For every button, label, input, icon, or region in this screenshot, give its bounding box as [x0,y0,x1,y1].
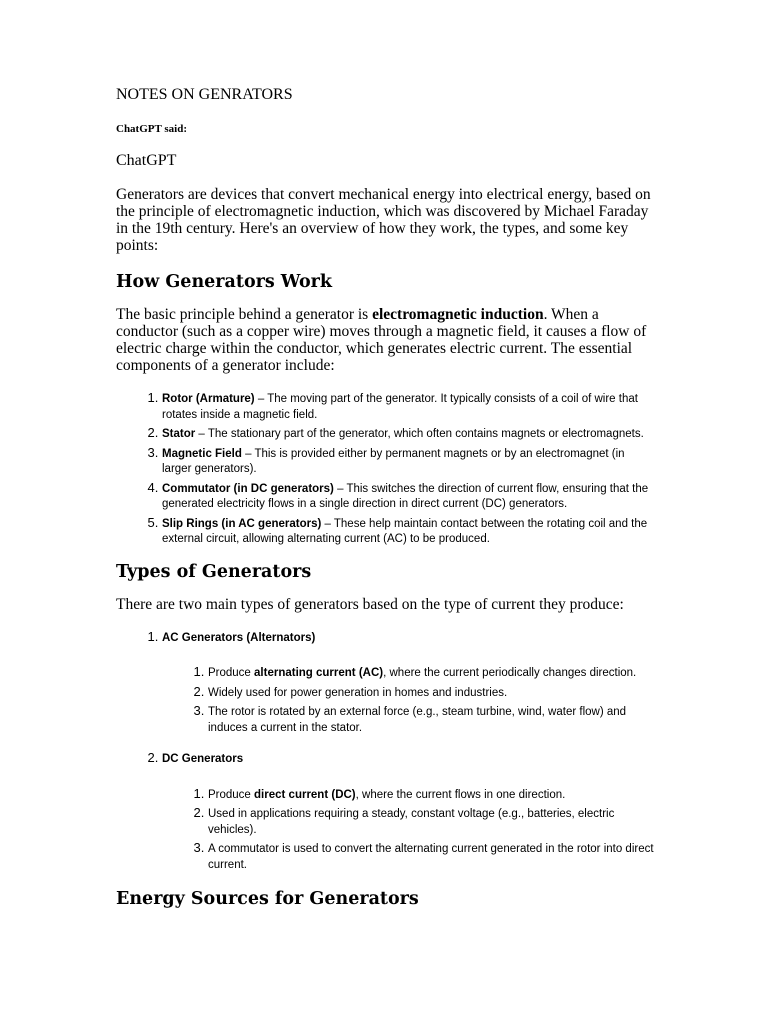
components-list [116,390,656,548]
ac-generators-item [162,629,656,737]
list-item: 2. Stator – The stationary part of the generator, which often contains magnets or electromagnets. [162,425,656,443]
list-item: 3. The rotor is rotated by an external force (e.g., steam turbine, wind, water flow) and induces a current in the stator. [208,703,656,736]
list-item: 5. Slip Rings (in AC generators) – These help maintain contact between the rotating coil and the external circuit, allowing alternating current (AC) to be produced. [162,515,656,548]
how-paragraph-text-end: . When a conductor (such as a copper wire) moves through a magnetic field, it causes a flow of electric charge within the conductor, which generates electric current. The essential components of a generator include: [116,306,647,374]
types-intro-paragraph: There are two main types of generators based on the type of current they produce: [116,595,624,613]
document-title: NOTES ON GENRATORS [116,86,293,103]
how-paragraph-text: The basic principle behind a generator is [116,306,373,323]
ac-details-list [162,664,656,736]
document-page [116,84,656,923]
chatgpt-label: ChatGPT [116,152,177,169]
ac-generators-label: AC Generators (Alternators) [162,631,316,644]
list-item: 1. Produce direct current (DC), where the current flows in one direction. [208,786,656,804]
how-paragraph [116,306,656,374]
heading-energy-sources: Energy Sources for Generators [116,889,419,909]
list-item: 1. Rotor (Armature) – The moving part of the generator. It typically consists of a coil of wire that rotates inside a magnetic field. [162,390,656,423]
list-item: 2. Used in applications requiring a steady, constant voltage (e.g., batteries, electric vehicles). [208,805,656,838]
list-item: 4. Commutator (in DC generators) – This switches the direction of current flow, ensuring that the generated electricity flows in a single direction in direct current (DC) generators. [162,480,656,513]
list-item: 1. Produce alternating current (AC), where the current periodically changes direction. [208,664,656,682]
intro-paragraph: Generators are devices that convert mechanical energy into electrical energy, based on the principle of electromagnetic induction, which was discovered by Michael Faraday in the 19th century. Here's an overview of how they work, the types, and some key points: [116,186,651,254]
heading-how-generators-work: How Generators Work [116,272,333,292]
dc-generators-label: DC Generators [162,753,244,765]
types-list [116,629,656,874]
how-paragraph-bold: electromagnetic induction [372,306,544,323]
chatgpt-said-label: ChatGPT said: [116,123,188,135]
dc-generators-item [162,750,656,873]
list-item: 3. A commutator is used to convert the alternating current generated in the rotor into direct current. [208,840,656,873]
dc-details-list [162,786,656,874]
heading-types-of-generators: Types of Generators [116,561,312,582]
list-item: 3. Magnetic Field – This is provided either by permanent magnets or by an electromagnet (in larger generators). [162,445,656,478]
list-item: 2. Widely used for power generation in homes and industries. [208,684,656,702]
